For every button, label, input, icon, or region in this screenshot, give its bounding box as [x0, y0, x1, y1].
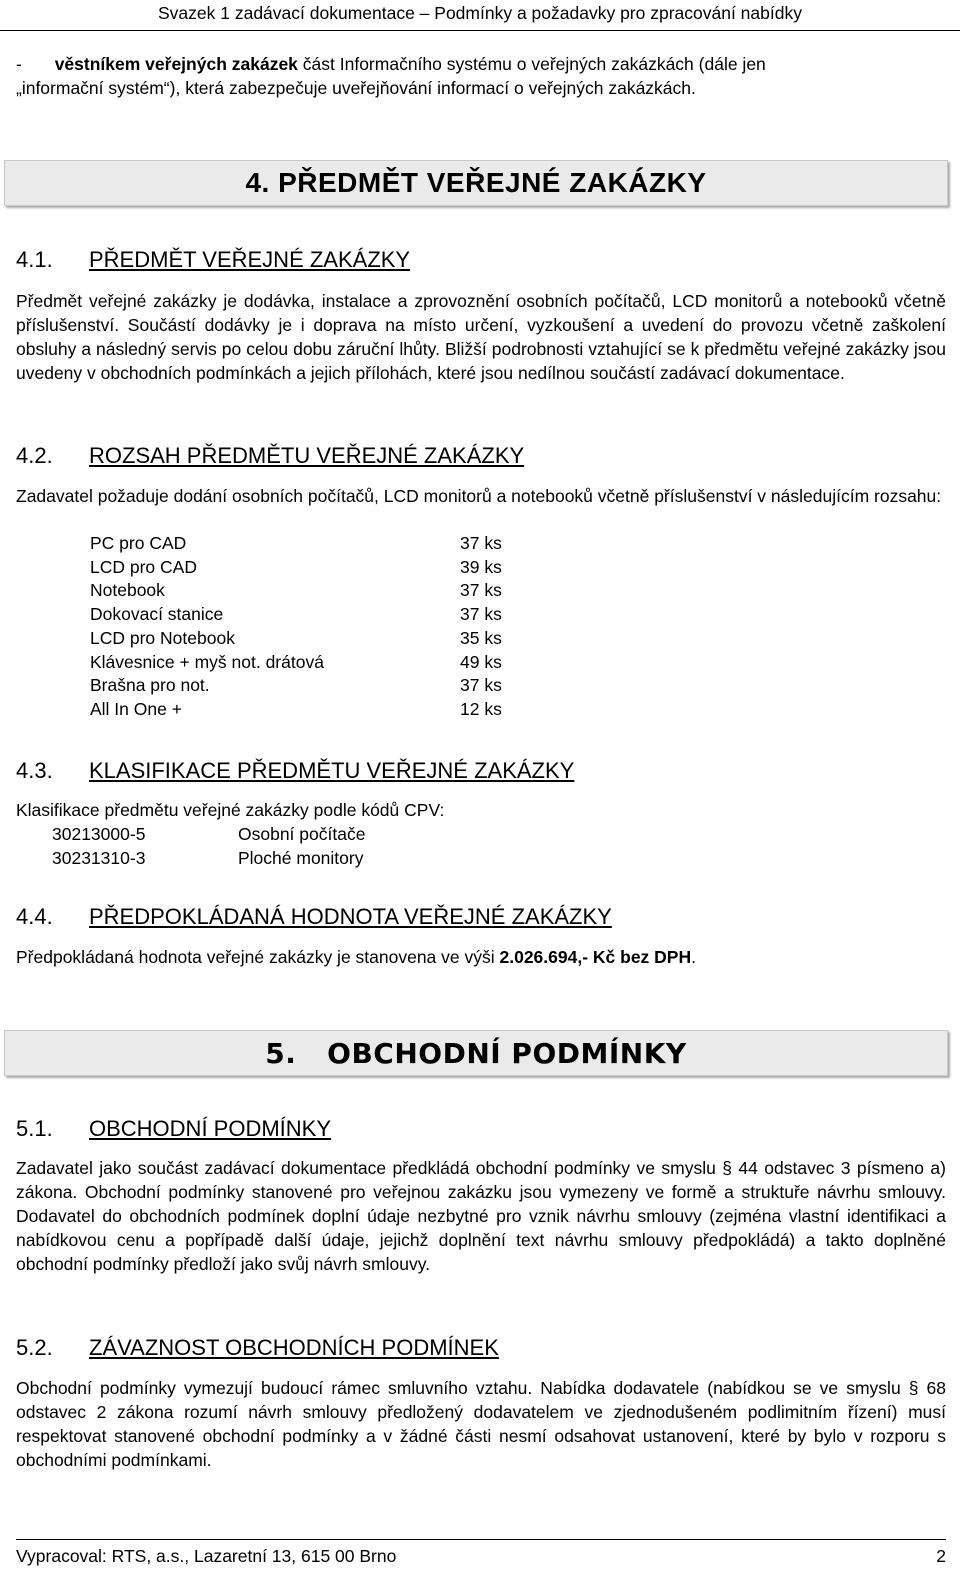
item-quantity: 49 ks: [460, 651, 502, 672]
intro-paragraph: [16, 52, 946, 100]
intro-dash: -: [16, 54, 22, 74]
section-5-1-heading: 5.1. OBCHODNÍ PODMÍNKY: [16, 1116, 332, 1141]
section-5-1-text: Zadavatel jako součást zadávací dokumentace předkládá obchodní podmínky ve smyslu § 44 odstavec 3 písmeno a) zákona. Obchodní podmínky stanovené pro veřejnou zakázku jsou vymezeny ve formě a struktuře návrhu smlouvy. Dodavatel do obchodních podmínek doplní údaje nezbytné pro vznik návrhu smlouvy (zejména vlastní identifikaci a nabídkovou cenu a popřípadě další údaje, jejichž doplnění text návrhu smlouvy předpokládá) a takto doplněné obchodní podmínky předloží jako svůj návrh smlouvy.: [16, 1158, 946, 1274]
item-quantity: 37 ks: [460, 580, 502, 601]
section-4-3-heading: 4.3. KLASIFIKACE PŘEDMĚTU VEŘEJNÉ ZAKÁZKY: [16, 758, 575, 783]
item-name: Brašna pro not.: [90, 675, 210, 696]
item-quantity: 37 ks: [460, 675, 502, 696]
item-name: PC pro CAD: [90, 533, 187, 553]
cpv-desc: Ploché monitory: [238, 848, 364, 868]
item-quantity: 35 ks: [460, 627, 502, 648]
item-quantity: 12 ks: [460, 698, 502, 719]
cpv-code: 30231310-3: [52, 848, 146, 868]
cpv-code: 30213000-5: [52, 824, 146, 844]
chapter-5-heading: 5. OBCHODNÍ PODMÍNKY: [4, 1030, 948, 1076]
page-header: Svazek 1 zadávací dokumentace – Podmínky a požadavky pro zpracování nabídky: [0, 0, 960, 31]
estimated-value: 2.026.694,- Kč bez DPH: [499, 947, 692, 967]
section-4-4-text: Předpokládaná hodnota veřejné zakázky je stanovena ve výši 2.026.694,- Kč bez DPH.: [16, 947, 696, 967]
item-quantity: 39 ks: [460, 556, 502, 577]
section-5-2-text: Obchodní podmínky vymezují budoucí rámec smluvního vztahu. Nabídka dodavatele (nabídkou se ve smyslu § 68 odstavec 2 zákona rozumí návrh smlouvy předložený dodavatelem ve zjednodušeném podlimitním řízení) musí respektovat stanovené obchodní podmínky a v žádné části nesmí odsahovat ustanovení, které by bylo v rozporu s obchodními podmínkami.: [16, 1378, 946, 1470]
section-5-2-heading: 5.2. ZÁVAZNOST OBCHODNÍCH PODMÍNEK: [16, 1335, 499, 1360]
section-4-2-heading: 4.2. ROZSAH PŘEDMĚTU VEŘEJNÉ ZAKÁZKY: [16, 443, 525, 468]
cpv-desc: Osobní počítače: [238, 824, 366, 844]
intro-bold: věstníkem veřejných zakázek: [54, 54, 298, 74]
footer-address: Vypracoval: RTS, a.s., Lazaretní 13, 615 00 Brno: [16, 1546, 397, 1566]
item-quantity: 37 ks: [460, 533, 502, 553]
intro-line1: část Informačního systému o veřejných zakázkách (dále jen: [297, 54, 766, 74]
item-name: Klávesnice + myš not. drátová: [90, 651, 324, 672]
chapter-4-heading: 4. PŘEDMĚT VEŘEJNÉ ZAKÁZKY: [4, 160, 948, 206]
section-4-4-heading: 4.4. PŘEDPOKLÁDANÁ HODNOTA VEŘEJNÉ ZAKÁZKY: [16, 904, 612, 929]
page-footer: [16, 1539, 946, 1567]
page-number: 2: [936, 1546, 946, 1566]
section-4-3-text: Klasifikace předmětu veřejné zakázky podle kódů CPV:: [16, 800, 445, 820]
item-name: LCD pro Notebook: [90, 627, 235, 648]
item-name: All In One +: [90, 698, 182, 719]
item-quantity: 37 ks: [460, 604, 502, 625]
item-name: LCD pro CAD: [90, 556, 197, 577]
section-4-2-text: Zadavatel požaduje dodání osobních počítačů, LCD monitorů a notebooků včetně příslušenství v následujícím rozsahu:: [16, 486, 942, 506]
item-name: Notebook: [90, 580, 165, 601]
item-name: Dokovací stanice: [90, 604, 224, 625]
section-4-1-heading: 4.1. PŘEDMĚT VEŘEJNÉ ZAKÁZKY: [16, 247, 411, 272]
section-4-1-text: Předmět veřejné zakázky je dodávka, instalace a zprovoznění osobních počítačů, LCD monitorů a notebooků včetně příslušenství. Součástí dodávky je i doprava na místo určení, vyzkoušení a uvedení do provozu včetně zaškolení obsluhy a následný servis po celou dobu záruční lhůty. Bližší podrobnosti vztahující se k předmětu veřejné zakázky jsou uvedeny v obchodních podmínkách a jejich přílohách, které jsou nedílnou součástí zadávací dokumentace.: [16, 291, 946, 383]
intro-line2: „informační systém“), která zabezpečuje uveřejňování informací o veřejných zakázkách.: [16, 78, 696, 98]
